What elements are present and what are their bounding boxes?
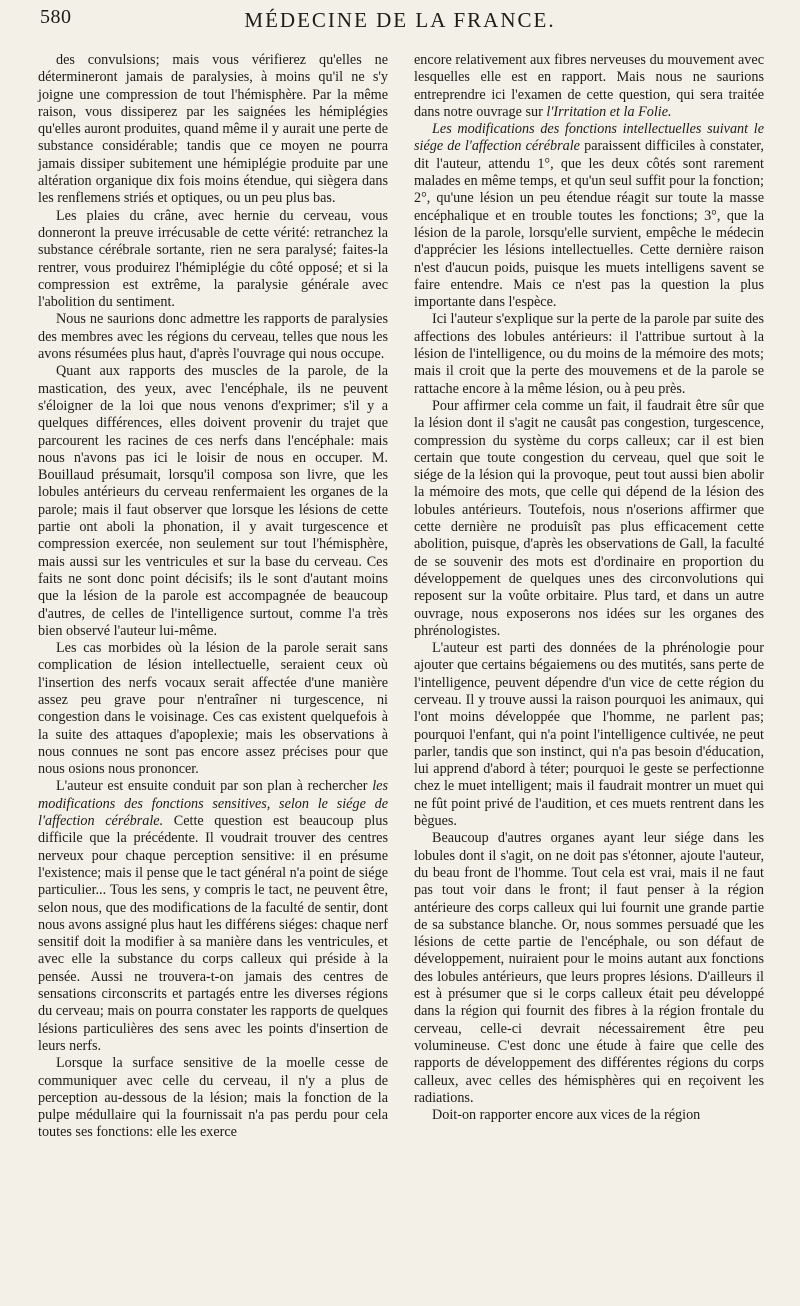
paragraph bbox=[414, 311, 764, 397]
text-run: paraissent difficiles à constater, dit l'auteur, attendu 1°, que les deux côtés sont rarement malades en même temps, et qu'un seul suffit pour la fonction; 2°, qu'une lésion un peu étendue réagit sur toute la masse encéphalique et en trouble toutes les fonctions; 3°, que la lésion de la parole, lorsqu'elle survient, empêche le médecin d'apprécier les lésions intellectuelles. Cette dernière raison n'est d'aucun poids, puisque les muets intelligens savent se faire entendre. Mais ce n'est pas la question la plus importante dans l'espèce. bbox=[414, 138, 764, 311]
text-run: encore relativement aux fibres nerveuses du mouvement avec lesquelles elle est en rapport. Mais nous ne saurions entreprendre ici l'examen de cette question, qui sera traitée dans notre ouvrage sur bbox=[414, 52, 764, 120]
text-run: L'auteur est ensuite conduit par son plan à rechercher bbox=[56, 778, 373, 795]
right-column bbox=[414, 52, 764, 1124]
left-column bbox=[38, 52, 388, 1142]
text-run: Lorsque la surface sensitive de la moelle cesse de communiquer avec celle du cerveau, il n'y a plus de perception au-dessous de la lésion; mais la fonction de la pulpe médullaire qui la fournissait n'a pas perdu pour cela toutes ses fonctions: elle les exerce bbox=[38, 1055, 388, 1141]
paragraph bbox=[38, 311, 388, 363]
paragraph bbox=[414, 830, 764, 1107]
text-run: Les cas morbides où la lésion de la parole serait sans complication de lésion intellectuelle, seraient ceux où l'insertion des nerfs vocaux serait affectée d'une manière assez peu grave pour n'entraîner ni turgescence, ni congestion dans le voisinage. Ces cas existent quelquefois à la suite des attaques d'apoplexie; mais les observations à nous connues ne sont pas encore assez précises pour que nous osions nous prononcer. bbox=[38, 640, 388, 778]
text-run: Quant aux rapports des muscles de la parole, de la mastication, des yeux, avec l'encéphale, ils ne peuvent s'éloigner de la loi que nous venons d'exprimer; s'il y a quelques différences, elles doivent provenir du trajet que parcourent les racines de ces nerfs dans l'encéphale: mais nous n'avons pas ici le loisir de nous en occuper. M. Bouillaud présumait, lorsqu'il composa son livre, que les lobules antérieurs du cerveau renfermaient les organes de la parole; mais il faut observer que lorsque les lésions de cette partie ont aboli la phonation, il y avait turgescence et compression exercée, non seulement sur tout l'hémisphère, mais aussi sur les ventricules et sur la base du cerveau. Ces faits ne sont donc point décisifs; ils le sont d'autant moins que la lésion de la parole est accompagnée de beaucoup d'autres, de celles de l'intelligence surtout, comme l'a très bien observé l'auteur lui-même. bbox=[38, 363, 388, 639]
paragraph bbox=[414, 121, 764, 311]
paragraph bbox=[38, 363, 388, 640]
italic-text: les modifications des fonctions sensitives, selon le siége de l'affection cérébrale. bbox=[38, 778, 388, 830]
paragraph bbox=[414, 52, 764, 121]
paragraph bbox=[38, 1055, 388, 1141]
paragraph bbox=[38, 640, 388, 778]
text-run: L'auteur est parti des données de la phrénologie pour ajouter que certains bégaiemens ou des mutités, sans perte de l'intelligence, peuvent dépendre d'un vice de cette région du cerveau. Il y trouve aussi la raison pourquoi les animaux, qui l'ont moins développée que l'homme, ne parlent pas; pourquoi l'enfant, qui n'a point l'intelligence cultivée, ne peut parler, tandis que son instinct, qui n'a pas besoin d'éducation, lui apprend d'abord à téter; pourquoi le geste se perfectionne chez le muet intelligent; mais il faudrait montrer un muet qui ne fût point privé de l'audition, et ces muets rentrent dans les bègues. bbox=[414, 640, 764, 830]
text-run: Les plaies du crâne, avec hernie du cerveau, vous donneront la preuve irrécusable de cette vérité: retranchez la substance cérébrale sortante, rien ne sera paralysé; faites-la rentrer, vous produirez l'hémiplégie du côté opposé; et si la compression est extrême, la paralysie générale avec l'abolition du sentiment. bbox=[38, 207, 388, 311]
page-number: 580 bbox=[40, 6, 72, 28]
text-run: Nous ne saurions donc admettre les rapports de paralysies des membres avec les régions du cerveau, telles que nous les avons résumées plus haut, d'après l'ouvrage qui nous occupe. bbox=[38, 311, 388, 363]
text-run: Ici l'auteur s'explique sur la perte de la parole par suite des affections des lobules antérieurs: il l'attribue surtout à la lésion de l'intelligence, ou du moins de la mémoire des mots; mais il croit que la perte des mouvemens et de la parole se rattache encore à la même lésion, ou à peu près. bbox=[414, 311, 764, 397]
paragraph bbox=[38, 778, 388, 1055]
text-run: des convulsions; mais vous vérifierez qu'elles ne détermineront jamais de paralysies, à moins qu'il ne s'y joigne une compression de tout l'hémisphère. Par la même raison, vous dissiperez par les saignées les hémiplégies qu'elles auront produites, quand même il y aurait une perte de substance considérable; tandis que ce moyen ne pourra jamais dissiper subitement une hémiplégie produite par une altération organique dix fois moins étendue, qui siègera dans les renflemens striés et optiques, ou un peu plus bas. bbox=[38, 52, 388, 207]
paragraph bbox=[38, 208, 388, 312]
text-run: Doit-on rapporter encore aux vices de la région bbox=[432, 1107, 701, 1124]
running-title: MÉDECINE DE LA FRANCE. bbox=[244, 8, 556, 32]
paragraph bbox=[414, 398, 764, 640]
italic-text: l'Irritation et la Folie. bbox=[546, 103, 672, 120]
text-run: Beaucoup d'autres organes ayant leur siége dans les lobules dont il s'agit, on ne doit pas s'étonner, ajoute l'auteur, du beau front de l'homme. Tout cela est vrai, mais il ne faut pas tout voir dans le front; il faut penser à la région antérieure des corps calleux qui lui fournit une grande partie de sa substance blanche. Or, nous sommes persuadé que les lésions de cette partie de l'encéphale, ou son défaut de développement, nuiraient pour le moins autant aux fonctions des lobules antérieurs, que leurs propres lésions. D'ailleurs il est à présumer que si le corps calleux était peu développé dans la région qui fournit des fibres à la région frontale du cerveau, celle-ci devrait nécessairement être peu volumineuse. C'est donc une étude à faire que celle des rapports de développement des différentes régions du corps calleux, avec celles des hémisphères qui en reçoivent les radiations. bbox=[414, 830, 764, 1106]
italic-text: Les modifications des fonctions intellectuelles suivant le siége de l'affection cérébrale bbox=[414, 121, 764, 155]
paragraph bbox=[38, 52, 388, 208]
text-run: Cette question est beaucoup plus difficile que la précédente. Il voudrait trouver des centres nerveux pour chaque perception sensitive: il en présume l'existence; mais il pense que le tact général n'a point de siége particulier... Tous les sens, y compris le tact, ne peuvent être, selon nous, que des modifications de la faculté de sentir, dont nous avons assigné plus haut les différens siéges: chaque nerf sensitif doit la modifier à sa manière dans les ventricules, et avec elle la substance du corps calleux qui préside à la pensée. Aussi ne trouvera-t-on jamais des centres de sensations circonscrits et partagés entre les diverses régions du cerveau; mais on pourra constater les rapports de quelques lésions particulières des sens avec les points d'insertion de leurs nerfs. bbox=[38, 813, 388, 1054]
paragraph bbox=[414, 1107, 764, 1124]
text-run: Pour affirmer cela comme un fait, il faudrait être sûr que la lésion dont il s'agit ne causât pas congestion, turgescence, compression du système du corps calleux; car il est bien certain que toute congestion du cerveau, quel que soit le siége de la lésion qui la provoque, peut tout aussi bien abolir la mémoire des mots, que celle qui dépend de la lésion des lobules antérieurs. Toutefois, nous n'oserions affirmer que cette dernière ne produisît pas plus efficacement cette abolition, puisque, d'après les observations de Gall, la faculté de se souvenir des mots est d'ordinaire en proportion du développement de quelques unes des circonvolutions qui reposent sur la voûte orbitaire. Plus tard, et dans un autre ouvrage, nous exposerons nos idées sur les organes des phrénologistes. bbox=[414, 397, 764, 639]
paragraph bbox=[414, 640, 764, 830]
